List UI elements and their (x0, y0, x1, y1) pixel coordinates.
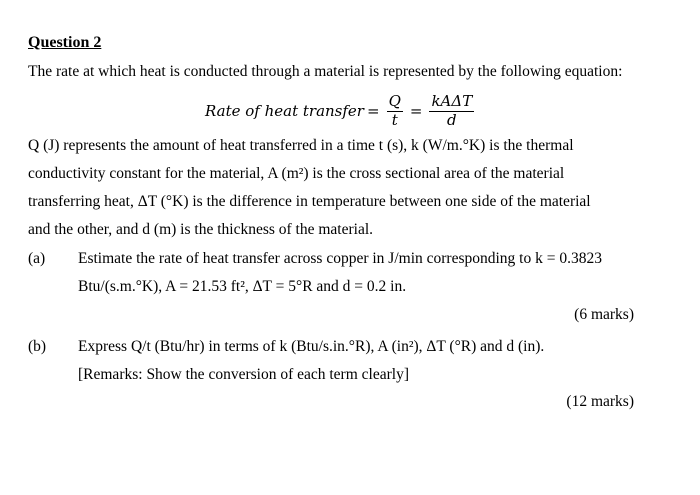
fraction-kadt-over-d (429, 91, 474, 129)
equals-sign-2: = (409, 102, 423, 120)
definition-line-1: Q (J) represents the amount of heat transferred in a time t (s), k (W/m.°K) is the thermal (28, 137, 574, 154)
fraction-d-denominator: d (447, 110, 457, 129)
question-title: Question 2 (28, 34, 102, 51)
part-b-line-2: [Remarks: Show the conversion of each term clearly] (78, 366, 409, 383)
part-a-label: (a) (28, 250, 46, 267)
fraction-t-denominator: t (391, 110, 398, 129)
definition-line-2: conductivity constant for the material, A (m²) is the cross sectional area of the material (28, 165, 565, 182)
heat-transfer-equation (205, 91, 478, 131)
equation-lhs: Rate of heat transfer (205, 102, 364, 120)
part-b-marks: (12 marks) (566, 393, 634, 410)
fraction-kadt-numerator: kAΔT (431, 91, 473, 110)
part-a-line-1: Estimate the rate of heat transfer across copper in J/min corresponding to k = 0.3823 (78, 250, 602, 267)
fraction-q-over-t (387, 91, 403, 129)
definition-line-4: and the other, and d (m) is the thickness of the material. (28, 221, 374, 238)
fraction-q-numerator: Q (388, 91, 401, 110)
intro-text: The rate at which heat is conducted through a material is represented by the following equation: (28, 63, 623, 80)
equals-sign-1: = (366, 102, 380, 120)
part-b-label: (b) (28, 338, 47, 355)
part-b-line-1: Express Q/t (Btu/hr) in terms of k (Btu/s.in.°R), A (in²), ΔT (°R) and d (in). (78, 338, 545, 355)
part-a-line-2: Btu/(s.m.°K), A = 21.53 ft², ΔT = 5°R and d = 0.2 in. (78, 278, 407, 295)
part-a-marks: (6 marks) (574, 306, 634, 323)
definition-line-3: transferring heat, ΔT (°K) is the difference in temperature between one side of the material (28, 193, 591, 210)
